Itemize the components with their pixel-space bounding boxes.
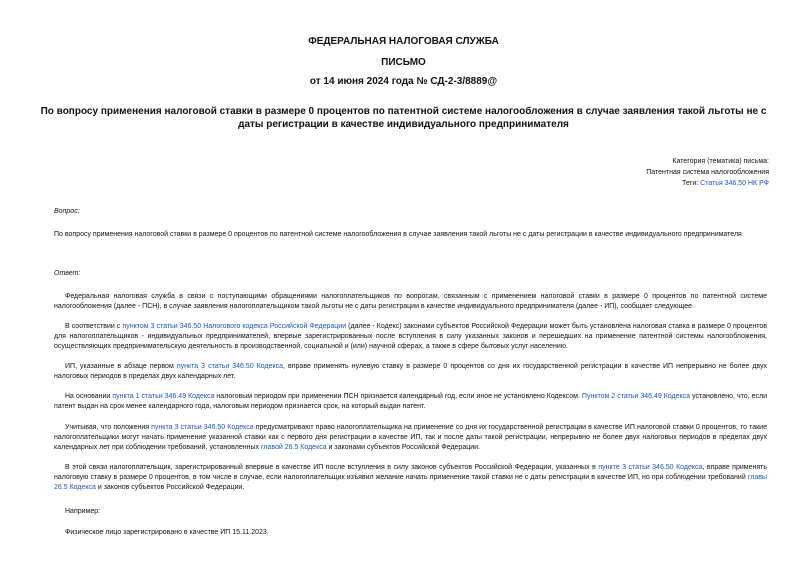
question-text: По вопросу применения налоговой ставки в размере 0 процентов по патентной системе налогообложения в случае заявления такой льготы не с даты регистрации в качестве индивидуального предпринимателя: [54, 231, 742, 238]
link-tax-code-346-50-p3[interactable]: пунктом 3 статьи 346.50 Налогового кодекса Российской Федерации: [122, 323, 347, 330]
text-fragment: Учитывая, что положения: [65, 424, 152, 431]
link-346-50-p3-b[interactable]: пункта 3 статьи 346.50 Кодекса: [151, 424, 254, 431]
link-346-50-p3-c[interactable]: пункте 3 статьи 346.50 Кодекса: [598, 464, 703, 471]
tag-link-article-346-50[interactable]: Статья 346.50 НК РФ: [700, 180, 769, 187]
issuing-authority: ФЕДЕРАЛЬНАЯ НАЛОГОВАЯ СЛУЖБА: [308, 36, 499, 47]
link-346-50-p3[interactable]: пункта 3 статьи 346.50 Кодекса: [176, 363, 284, 370]
answer-paragraph-5: [54, 423, 767, 453]
text-fragment: В этой связи налогоплательщик, зарегистрированный впервые в качестве ИП после вступления в силу законов субъектов Российской Федерации, указанных в: [65, 464, 599, 471]
text-fragment: и законов субъектов Российской Федерации.: [95, 484, 245, 491]
document-date-number: от 14 июня 2024 года № СД-2-3/8889@: [309, 76, 498, 87]
text-fragment: налоговым периодом при применении ПСН признается календарный год, если иное не установлено Кодексом.: [214, 393, 582, 400]
answer-paragraph-3: [54, 362, 767, 382]
text-fragment: , вправе применять налоговую ставку в размере 0 процентов, в том числе в случае, если налогоплательщик изъявил желание начать применение такой ставки не с даты регистрации в качестве ИП, но при соблюдении требований: [54, 464, 767, 481]
text-fragment: На основании: [65, 393, 113, 400]
tags-label: Теги:: [682, 180, 699, 187]
text-fragment: и законами субъектов Российской Федерации.: [326, 444, 480, 451]
link-346-49-p2[interactable]: Пунктом 2 статьи 346.49 Кодекса: [581, 393, 691, 400]
tags-row: [646, 178, 769, 189]
link-346-49-p1[interactable]: пункта 1 статьи 346.49 Кодекса: [112, 393, 215, 400]
answer-paragraph-1: Федеральная налоговая служба в связи с поступающими обращениями налогоплательщиков по вопросам, связанным с применением налоговой ставки в размере 0 процентов по патентной системе налогообложения (далее - ПСН), в случае заявления налогоплательщиком такой льготы не с даты регистрации в качестве индивидуального предпринимателя (далее - ИП), сообщает следующее.: [54, 293, 767, 310]
link-chapter-26-5-b[interactable]: главы 26.5 Кодекса: [54, 474, 767, 491]
example-label: Например:: [65, 508, 101, 515]
letter-metadata: [646, 156, 769, 189]
answer-paragraph-2: [54, 322, 767, 352]
answer-label: Ответ:: [54, 270, 81, 277]
document-type: ПИСЬМО: [381, 57, 426, 68]
example-text: Физическое лицо зарегистрировано в качестве ИП 15.11.2023.: [65, 529, 269, 536]
category-label: Категория (тематика) письма:: [672, 158, 769, 165]
text-fragment: В соответствии с: [65, 323, 123, 330]
link-chapter-26-5[interactable]: главой 26.5 Кодекса: [260, 444, 327, 451]
text-fragment: (далее - Кодекс) законами субъектов Российской Федерации может быть установлена налоговая ставка в размере 0 процентов для налогоплательщиков - индивидуальных предпринимателей, впервые зарегистрированных после вступления в силу указанных законов и перешедших на применение патентной системы налогообложения, осуществляющих предпринимательскую деятельность в производственной, социальной и (или) научной сферах, а также в сфере бытовых услуг населению.: [54, 323, 767, 350]
text-fragment: предусматривают право налогоплательщика на применение со дня их государственной регистрации в качестве ИП налоговой ставки 0 процентов, то такие налогоплательщики могут начать применение указанной ставки как с первого дня регистрации в качестве ИП, так и после даты такой регистрации, непрерывно не более двух налоговых периодов в пределах двух календарных лет при соблюдении требований, установленных: [54, 424, 767, 451]
answer-paragraph-6: [54, 463, 767, 493]
text-fragment: ИП, указанные в абзаце первом: [65, 363, 177, 370]
question-label: Вопрос:: [54, 208, 80, 215]
text-fragment: установлено, что, если патент выдан на срок менее календарного года, налоговым периодом признается срок, на который выдан патент.: [54, 393, 768, 410]
category-value: Патентная система налогообложения: [646, 169, 769, 176]
answer-paragraph-4: [54, 392, 767, 412]
text-fragment: , вправе применять нулевую ставку в размере 0 процентов со дня их государственной регистрации в качестве ИП непрерывно не более двух налоговых периодов в пределах двух календарных лет.: [54, 363, 767, 380]
document-subject: По вопросу применения налоговой ставки в размере 0 процентов по патентной системе налогообложения в случае заявления такой льготы не с даты регистрации в качестве индивидуального предпринимателя: [40, 106, 767, 130]
